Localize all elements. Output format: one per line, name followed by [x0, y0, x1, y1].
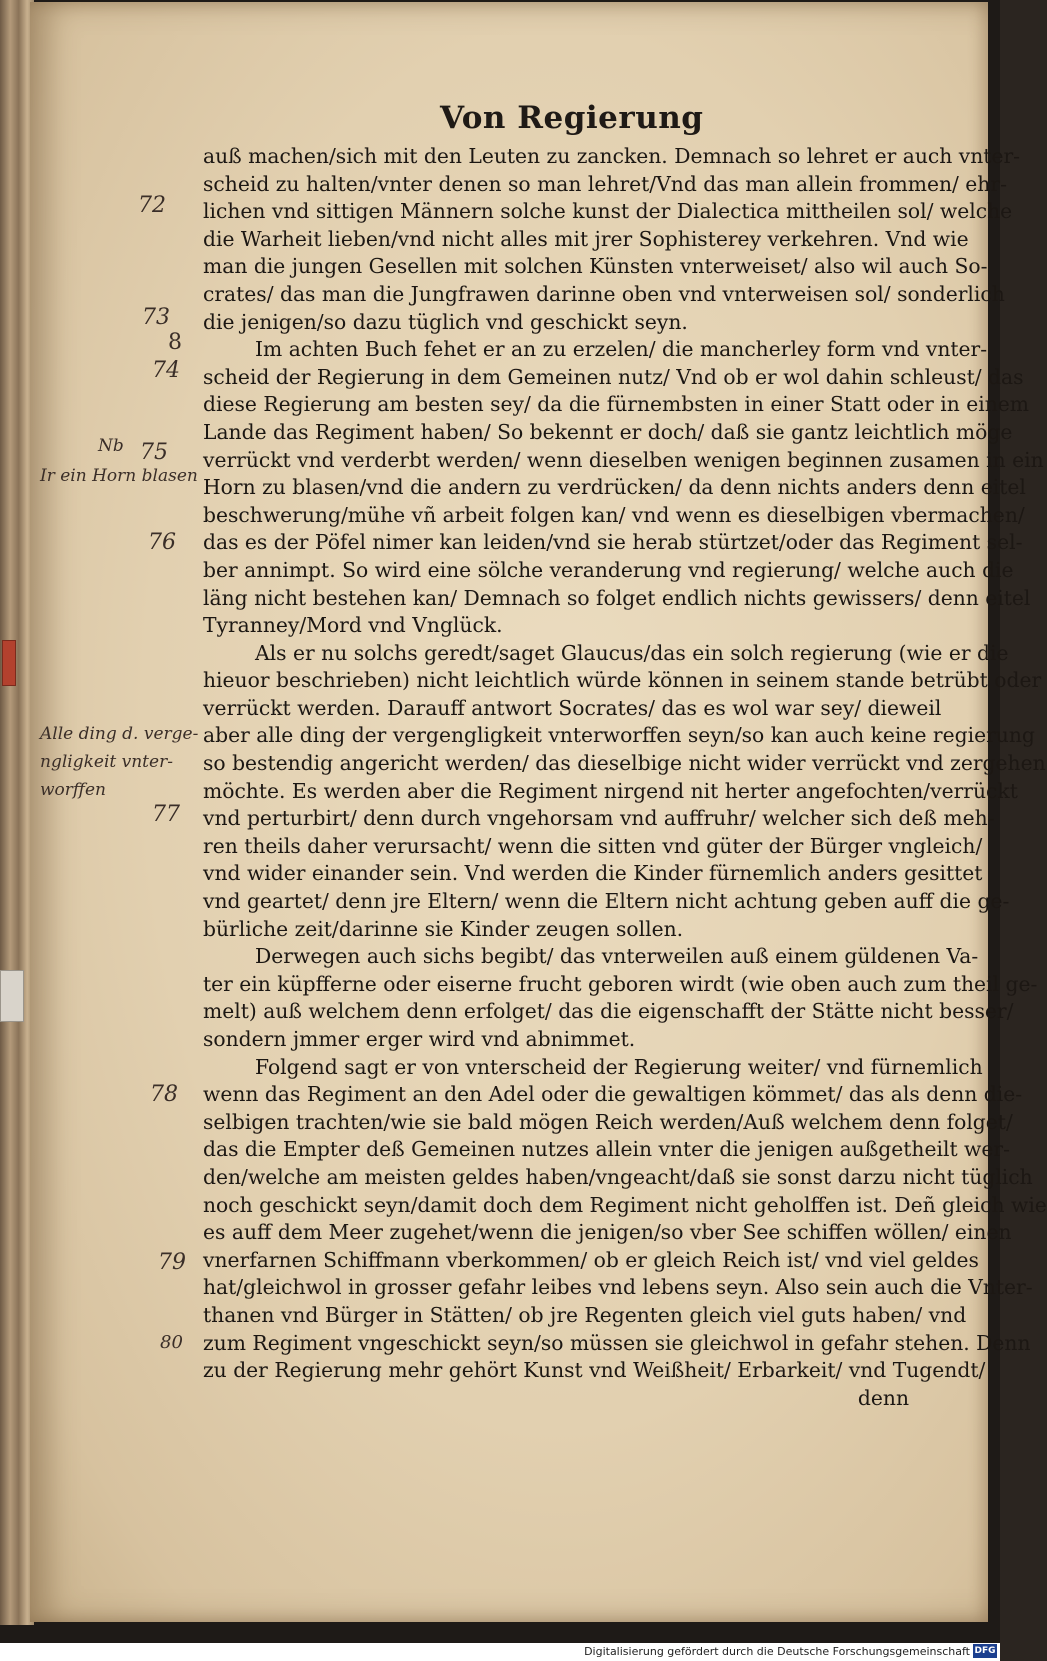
- text-line: ber annimpt. So wird eine sölche veranderung vnd regierung/ welche auch die: [203, 557, 1014, 582]
- text-line: melt) auß welchem denn erfolget/ das die eigenschafft der Stätte nicht besser/: [203, 999, 1014, 1024]
- text-line: scheid der Regierung in dem Gemeinen nutz/ Vnd ob er wol dahin schleust/ das: [203, 364, 1024, 389]
- text-line: das die Empter deß Gemeinen nutzes allein vnter die jenigen außgetheilt wer-: [203, 1137, 1010, 1162]
- bookmark-tab-paper: [0, 970, 24, 1022]
- text-line: ter ein küpfferne oder eiserne frucht geboren wirdt (wie oben auch zum theil ge-: [203, 971, 1038, 996]
- text-line: vnd perturbirt/ denn durch vngehorsam vnd auffruhr/ welcher sich deß meh-: [203, 806, 995, 831]
- text-line: die Warheit lieben/vnd nicht alles mit jrer Sophisterey verkehren. Vnd wie: [203, 226, 969, 251]
- text-line: selbigen trachten/wie sie bald mögen Reich werden/Auß welchem denn folget/: [203, 1109, 1013, 1134]
- text-line: Horn zu blasen/vnd die andern zu verdrücken/ da denn nichts anders denn eitel: [203, 475, 1026, 500]
- text-line: Folgend sagt er von vnterscheid der Regierung weiter/ vnd fürnemlich: [255, 1054, 983, 1079]
- text-line: hieuor beschrieben) nicht leichtlich würde können in seinem stande betrübt oder: [203, 668, 1042, 693]
- text-line: Derwegen auch sichs begibt/ das vnterweilen auß einem güldenen Va-: [255, 944, 979, 969]
- margin-number: 79: [158, 1250, 186, 1275]
- text-line: sondern jmmer erger wird vnd abnimmet.: [203, 1027, 636, 1051]
- text-line: läng nicht bestehen kan/ Demnach so folget endlich nichts gewissers/ denn eitel: [203, 585, 1031, 610]
- margin-number: 73: [142, 305, 170, 330]
- text-line: möchte. Es werden aber die Regiment nirgend nit herter angefochten/verrückt: [203, 778, 1018, 803]
- handwritten-note: ngligkeit vnter-: [40, 752, 173, 772]
- text-line: vnerfarnen Schiffmann vberkommen/ ob er gleich Reich ist/ vnd viel geldes: [203, 1247, 979, 1272]
- margin-number: 77: [152, 802, 180, 827]
- page-edges: [0, 0, 34, 1625]
- margin-number: 78: [150, 1082, 178, 1107]
- margin-number: 80: [160, 1332, 183, 1353]
- text-line: auß machen/sich mit den Leuten zu zancken. Demnach so lehret er auch vnter-: [203, 144, 1021, 168]
- text-line: bürliche zeit/darinne sie Kinder zeugen sollen.: [203, 916, 684, 941]
- margin-number: 74: [152, 358, 180, 383]
- text-line: thanen vnd Bürger in Stätten/ ob jre Regenten gleich viel guts haben/ vnd: [203, 1302, 967, 1327]
- text-line: es auff dem Meer zugehet/wenn die jenigen/so vber See schiffen wöllen/ einen: [203, 1220, 1012, 1245]
- handwritten-note: Nb: [98, 436, 124, 456]
- handwritten-note: Ir ein Horn blasen: [40, 466, 198, 486]
- text-line: ren theils daher verursacht/ wenn die sitten vnd güter der Bürger vngleich/: [203, 833, 983, 858]
- text-line: crates/ das man die Jungfrawen darinne oben vnd vnterweisen sol/ sonderlich: [203, 281, 1005, 306]
- text-line: vnd wider einander sein. Vnd werden die Kinder fürnemlich anders gesittet: [203, 861, 983, 886]
- text-line: Im achten Buch fehet er an zu erzelen/ die mancherley form vnd vnter-: [255, 337, 988, 362]
- text-line: so bestendig angericht werden/ das dieselbige nicht wider verrückt vnd zergehen: [203, 751, 1046, 776]
- text-line: Tyranney/Mord vnd Vnglück.: [203, 613, 503, 638]
- handwritten-note: worffen: [40, 780, 106, 800]
- handwritten-note: Alle ding d. verge-: [40, 724, 199, 744]
- text-line: verrückt vnd verderbt werden/ wenn dieselben wenigen beginnen zusamen in ein: [203, 447, 1044, 472]
- text-line: die jenigen/so dazu tüglich vnd geschickt seyn.: [203, 309, 688, 334]
- margin-number: 75: [140, 440, 168, 465]
- text-line: Lande das Regiment haben/ So bekennt er doch/ daß sie gantz leichtlich möge: [203, 419, 1013, 444]
- text-line: noch geschickt seyn/damit doch dem Regiment nicht geholffen ist. Deñ gleich wie: [203, 1192, 1047, 1217]
- margin-number: 72: [138, 193, 166, 218]
- bookmark-tab-red: [2, 640, 16, 686]
- text-line: vnd geartet/ denn jre Eltern/ wenn die Eltern nicht achtung geben auff die ge-: [203, 889, 1010, 914]
- body-text: [203, 143, 1047, 1412]
- text-line: wenn das Regiment an den Adel oder die gewaltigen kömmet/ das als denn die-: [203, 1082, 1023, 1107]
- text-line: scheid zu halten/vnter denen so man lehret/Vnd das man allein frommen/ ehr-: [203, 171, 1007, 196]
- text-line: verrückt werden. Darauff antwort Socrates/ das es wol war sey/ dieweil: [203, 695, 942, 720]
- catchword: denn: [857, 1385, 909, 1410]
- text-line: beschwerung/mühe vñ arbeit folgen kan/ vnd wenn es dieselbigen vbermachen/: [203, 502, 1025, 527]
- dfg-logo-icon: DFG: [974, 1646, 996, 1656]
- margin-number: 76: [148, 530, 176, 555]
- text-line: hat/gleichwol in grosser gefahr leibes vnd lebens seyn. Also sein auch die Vnter-: [203, 1275, 1033, 1300]
- margin-number: 8: [168, 330, 182, 355]
- text-line: das es der Pöfel nimer kan leiden/vnd sie herab stürtzet/oder das Regiment sel-: [203, 530, 1023, 555]
- funding-credit: Digitalisierung gefördert durch die Deutsche Forschungsgemeinschaft: [584, 1645, 970, 1658]
- text-line: diese Regierung am besten sey/ da die fürnembsten in einer Statt oder in einem: [203, 392, 1030, 417]
- text-line: den/welche am meisten geldes haben/vngeacht/daß sie sonst darzu nicht tüglich: [203, 1164, 1033, 1189]
- text-line: man die jungen Gesellen mit solchen Künsten vnterweiset/ also wil auch So-: [203, 254, 988, 279]
- text-line: lichen vnd sittigen Männern solche kunst der Dialectica mittheilen sol/ welche: [203, 199, 1013, 224]
- text-line: zum Regiment vngeschickt seyn/so müssen sie gleichwol in gefahr stehen. Denn: [203, 1330, 1031, 1355]
- text-line: Als er nu solchs geredt/saget Glaucus/das ein solch regierung (wie er die: [255, 640, 1009, 665]
- page-header: Von Regierung: [440, 100, 704, 136]
- text-line: aber alle ding der vergengligkeit vnterworffen seyn/so kan auch keine regierung: [203, 723, 1035, 748]
- text-line: zu der Regierung mehr gehört Kunst vnd Weißheit/ Erbarkeit/ vnd Tugendt/: [203, 1358, 986, 1383]
